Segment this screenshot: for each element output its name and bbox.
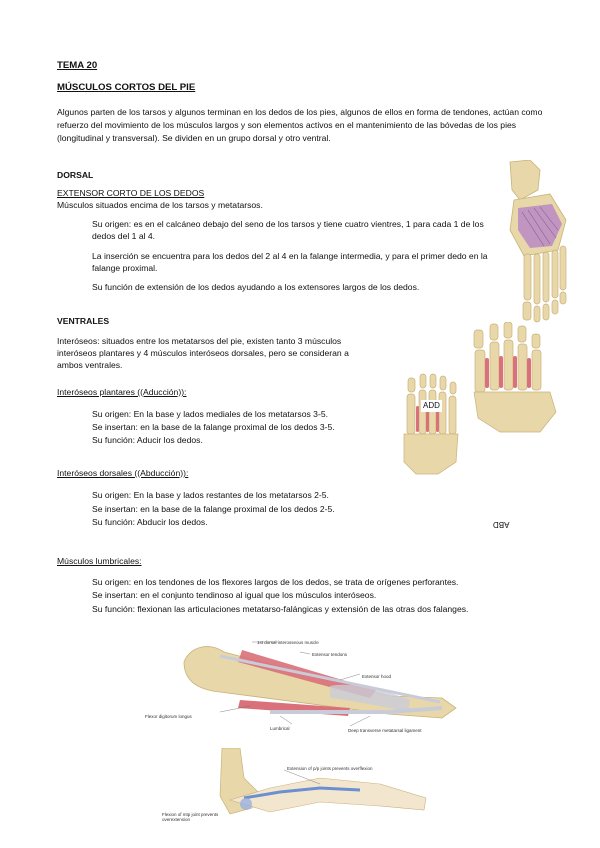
label-flexor-digitorum-longus: Flexor digitorum longus [145,714,192,719]
intro-paragraph: Algunos parten de los tarsos y algunos terminan en los dedos de los pies, algunos de ellos en forma de tendones, actúan como refuerzo del movimiento de los músculos largos y son elementos activos en el mantenimiento de las bóvedas de los pies (longitudinal y transversal). Se dividen en un grupo dorsal y otro ventral. [57,107,543,143]
lumbricales-origin: Su origen: en los tendones de los flexores largos de los dedos, se trata de orígenes perforantes. [92,577,459,587]
plantar-interossei-illustration [398,372,464,476]
lumbricales-insertion: Se insertan: en el conjunto tendinoso al igual que los músculos interóseos. [92,590,377,600]
page-subtitle: MÚSCULOS CORTOS DEL PIE [57,82,196,93]
dorsal-interossei-illustration [470,322,562,434]
toe-tendon-diagram [180,636,462,736]
lumbricales-function: Su función: flexionan las articulaciones metatarso-falángicas y extensión de las otras dos falanges. [92,604,469,614]
dorsales-insertion: Se insertan: en la base de la falange proximal de los dedos 2-5. [92,504,335,514]
label-first-dorsal: 1st dorsal interosseous muscle [257,640,319,645]
label-flexion-mtp: Flexion of mtp joint prevents overextension [162,812,219,822]
dorsal-origin: Su origen: es en el calcáneo debajo del seno de los tarsos y tiene cuatro vientres, 1 para cada 1 de los dedos del 1 al 4. [92,219,484,241]
dorsal-insertion: La inserción se encuentra para los dedos del 2 al 4 en la falange intermedia, y para el primer dedo en la falange proximal. [92,251,488,273]
label-lumbrical: Lumbrical [270,726,290,731]
plantares-heading: Interóseos plantares ((Aducción)): [57,387,187,397]
label-extensor-hood: Extensor hood [362,674,392,679]
label-extensor-tendons: Extensor tendons [312,652,348,657]
dorsal-function: Su función de extensión de los dedos ayudando a los extensores largos de los dedos. [92,282,420,292]
abd-label: ABD [493,520,510,529]
dorsal-heading: DORSAL [57,170,94,180]
label-extension-pip: Extension of p/p joints prevents overflexion [287,766,373,771]
plantares-function: Su función: Aducir los dedos. [92,435,203,445]
dorsales-origin: Su origen: En la base y lados restantes de los metatarsos 2-5. [92,490,329,500]
foot-dorsal-illustration [500,160,578,326]
page-title: TEMA 20 [57,60,98,71]
plantares-origin: Su origen: En la base y lados mediales de los metatarsos 3-5. [92,409,328,419]
dorsales-function: Su función: Abducir los dedos. [92,517,208,527]
dorsal-location: Músculos situados encima de los tarsos y metatarsos. [57,200,263,210]
extensor-corto-heading: EXTENSOR CORTO DE LOS DEDOS [57,188,205,198]
toe-joint-diagram [200,748,436,836]
ventrales-heading: VENTRALES [57,316,110,326]
dorsales-heading: Interóseos dorsales ((Abducción)): [57,468,189,478]
plantares-insertion: Se insertan: en la base de la falange proximal de los dedos 3-5. [92,422,335,432]
ventrales-intro: Interóseos: situados entre los metatarsos del pie, existen tanto 3 músculos interóseos plantares y 4 músculos interóseos dorsales, pero se consideran a ambos ventrales. [57,336,349,370]
lumbricales-heading: Músculos lumbricales: [57,556,142,566]
label-deep-transverse: Deep transverse metatarsal ligament [348,728,422,733]
add-label: ADD [423,401,440,410]
